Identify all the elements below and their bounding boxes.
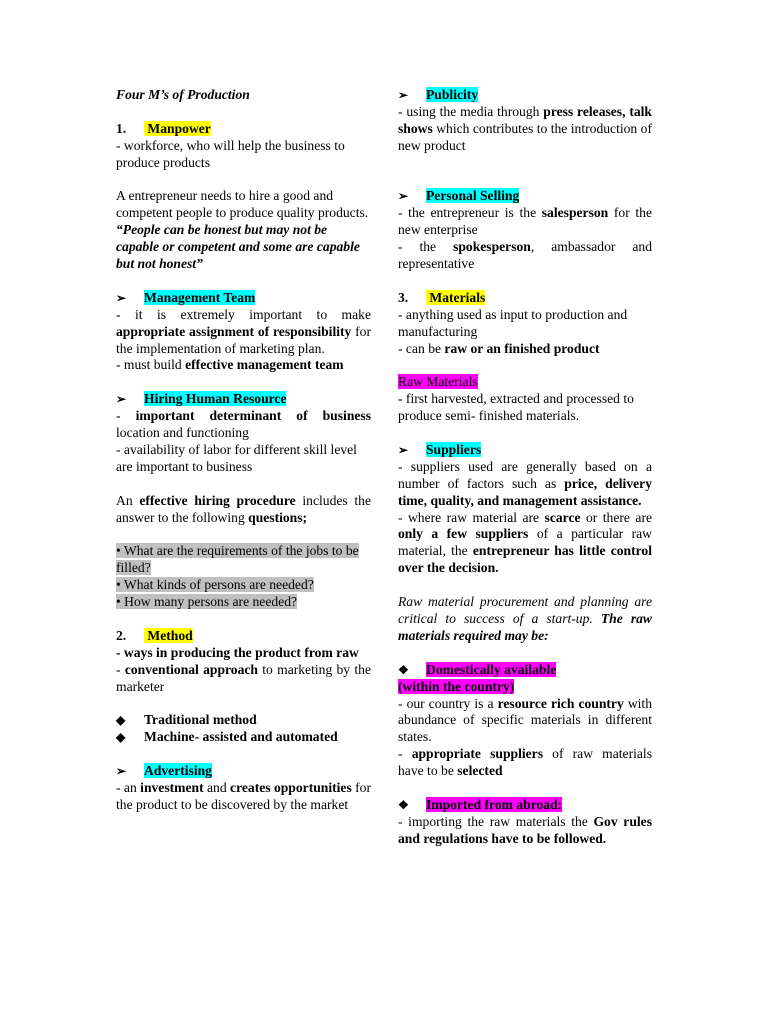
- arrow-icon: ➢: [116, 392, 127, 407]
- publicity-heading: ➢ Publicity: [398, 87, 479, 102]
- method-line-1: - ways in producing the product from raw: [116, 644, 359, 660]
- manpower-desc: - workforce, who will help the business to produce products: [116, 137, 345, 170]
- personal-selling-line-2: - the spokesperson, ambassador and representative: [398, 239, 652, 272]
- raw-materials-line-1: - first harvested, extracted and processed to produce semi- finished materials.: [398, 391, 634, 424]
- method-bullet-2: ◆ Machine- assisted and automated: [116, 729, 338, 745]
- hiring-paragraph: An effective hiring procedure includes the answer to the following questions;: [116, 492, 371, 525]
- domestic-line-2: - appropriate suppliers of raw materials have to be selected: [398, 746, 652, 779]
- personal-selling-heading: ➢ Personal Selling: [398, 188, 520, 204]
- personal-selling-line-1: - the entrepreneur is the salesperson for the new enterprise: [398, 205, 652, 238]
- suppliers-heading: ➢ Suppliers: [398, 441, 482, 457]
- domestic-line-1: - our country is a resource rich country with abundance of specific materials in different states.: [398, 695, 652, 745]
- imported-line-1: - importing the raw materials the Gov rules and regulations have to be followed.: [398, 813, 652, 846]
- suppliers-paragraph: Raw material procurement and planning are critical to success of a start-up. The raw materials required may be:: [398, 594, 652, 643]
- diamond-icon: ◆: [116, 713, 126, 728]
- publicity-line-1: - using the media through press releases, talk shows which contributes to the introduction of new product: [398, 103, 652, 153]
- arrow-icon: ➢: [398, 442, 409, 457]
- clover-icon: ❖: [398, 797, 409, 812]
- management-team-line-1: - it is extremely important to make appropriate assignment of responsibility for the implementation of marketing plan.: [116, 306, 372, 356]
- right-column: [398, 87, 652, 848]
- management-team-heading: ➢ Management Team: [116, 289, 256, 305]
- hiring-question-2: • What kinds of persons are needed?: [116, 577, 314, 593]
- advertising-line-1: - an investment and creates opportunities for the product to be discovered by the market: [116, 780, 372, 812]
- arrow-icon: ➢: [398, 88, 409, 102]
- section-method-heading: 2. Method: [116, 627, 193, 643]
- diamond-icon: ◆: [116, 730, 126, 745]
- management-team-line-2: - must build effective management team: [116, 357, 344, 373]
- raw-materials-heading: Raw Materials: [398, 374, 478, 390]
- suppliers-line-1: - suppliers used are generally based on a number of factors such as price, delivery time, quality, and management assistance.: [398, 458, 652, 508]
- section-materials-heading: 3. Materials: [398, 289, 486, 305]
- imported-heading: ❖ Imported from abroad:: [398, 796, 563, 812]
- hiring-line-1: - important determinant of business location and functioning: [116, 408, 371, 441]
- hiring-question-3: • How many persons are needed?: [116, 594, 298, 610]
- arrow-icon: ➢: [116, 764, 127, 779]
- method-line-2: - conventional approach to marketing by the marketer: [116, 661, 371, 694]
- method-bullet-1: ◆ Traditional method: [116, 712, 257, 728]
- arrow-icon: ➢: [398, 189, 409, 204]
- materials-line-2: - can be raw or an finished product: [398, 340, 600, 356]
- manpower-quote: “People can be honest but may not be capable or competent and some are capable but not honest”: [116, 222, 360, 272]
- hiring-heading: ➢ Hiring Human Resource: [116, 391, 287, 407]
- materials-line-1: - anything used as input to production and manufacturing: [398, 306, 628, 339]
- suppliers-line-2: - where raw material are scarce or there are only a few suppliers of a particular raw material, the entrepreneur has little control over the decision.: [398, 509, 652, 576]
- manpower-paragraph: A entrepreneur needs to hire a good and competent people to produce quality products.: [116, 188, 369, 221]
- hiring-line-2: - availability of labor for different skill level are important to business: [116, 441, 357, 474]
- clover-icon: ❖: [398, 662, 409, 677]
- arrow-icon: ➢: [116, 290, 127, 305]
- section-manpower-heading: 1. Manpower: [116, 120, 211, 136]
- document-title: Four M’s of Production: [116, 87, 250, 102]
- left-column: [116, 87, 371, 814]
- domestic-heading: ❖ Domestically available (within the country): [398, 661, 557, 694]
- hiring-question-1: • What are the requirements of the jobs to be filled?: [116, 543, 359, 576]
- advertising-heading: ➢ Advertising: [116, 763, 212, 779]
